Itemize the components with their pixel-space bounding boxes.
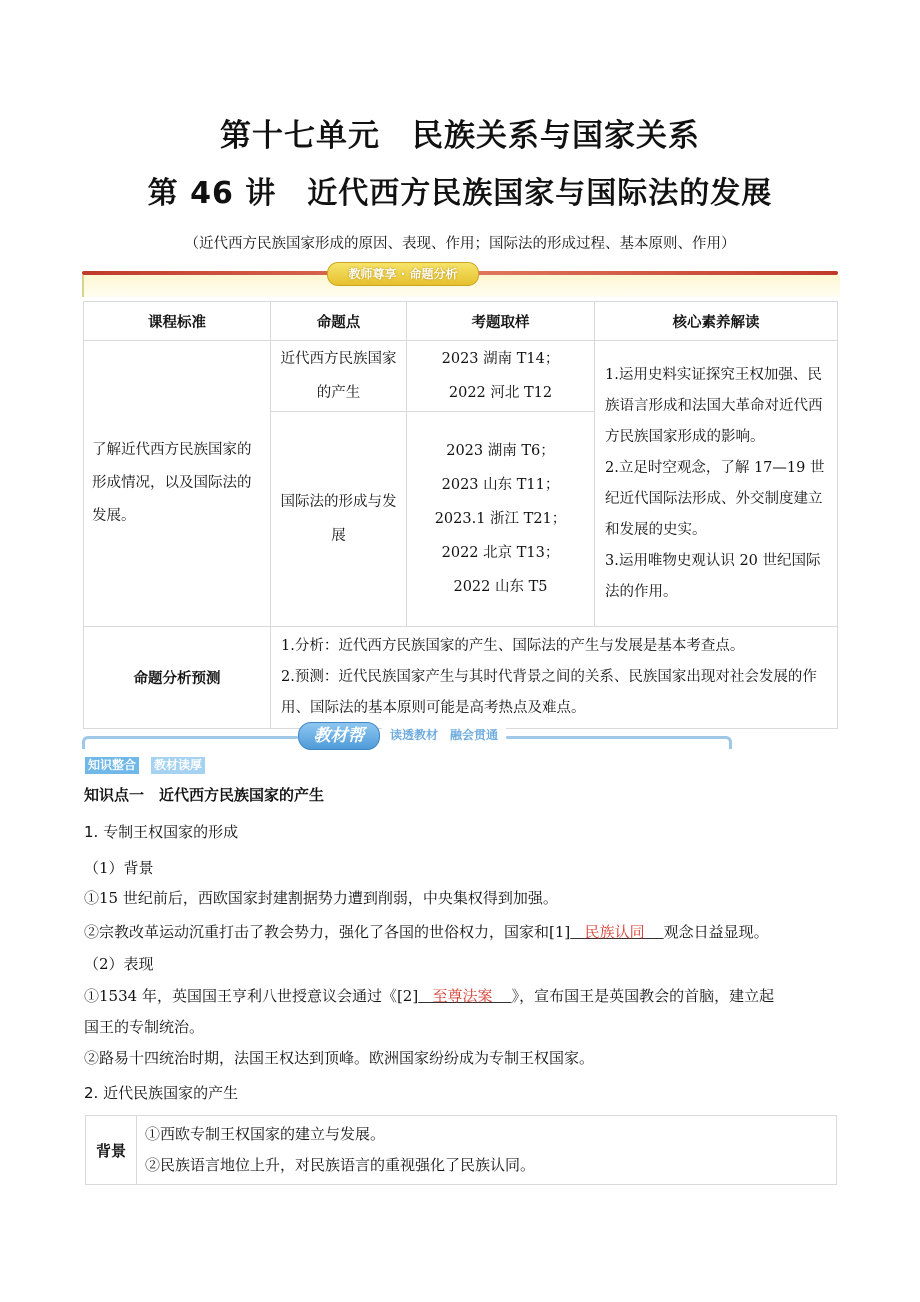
teacher-badge: 教师尊享 · 命题分析 [327,262,479,286]
exam-item: 2023.1 浙江 T21； [434,511,567,527]
exam-item: 2023 湖南 T6； [446,443,555,459]
text: 》，宣布国王是英国教会的首脑，建立起 [511,987,775,1005]
answer-blank-2 [418,987,511,1005]
core-literacy [595,341,838,627]
core-item: 1.运用史料实证探究王权加强、民族语言形成和法国大革命对近代西方民族国家形成的影响。 [605,366,823,445]
answer-2: 至尊法案 [432,987,493,1005]
list-item: ②民族语言地位上升，对民族语言的重视强化了民族认同。 [145,1156,536,1174]
table-row [86,1116,837,1185]
tag-textbook: 教材读厚 [151,757,205,774]
header-topic: 命题点 [271,302,407,341]
header-core: 核心素养解读 [595,302,838,341]
core-item: 3.运用唯物史观认识 20 世纪国际法的作用。 [605,552,821,600]
subtitle: （近代西方民族国家形成的原因、表现、作用；国际法的形成过程、基本原则、作用） [184,236,736,252]
exam-2 [407,412,595,627]
s1-performance-2: ②路易十四统治时期，法国王权达到顶峰。欧洲国家纷纷成为专制王权国家。 [84,1049,595,1067]
table-header-row [84,302,838,341]
analysis-table [83,301,838,729]
background-content [137,1116,837,1185]
teacher-banner [82,262,838,298]
header-standard: 课程标准 [84,302,271,341]
exam-item: 2022 北京 T13； [441,545,560,561]
banner-line-left [92,736,298,739]
table-row [84,627,838,729]
table-row [84,341,838,412]
lecture-title: 第 46 讲 近代西方民族国家与国际法的发展 [147,176,773,211]
exam-item: 2022 河北 T12 [448,385,553,401]
topic-2: 国际法的形成与发展 [271,412,407,627]
answer-blank-1 [570,923,663,941]
s1-background-heading: （1）背景 [84,859,154,877]
prediction-label: 命题分析预测 [84,627,271,729]
topic-1: 近代西方民族国家的产生 [271,341,407,412]
knowledge-point-title: 知识点一 近代西方民族国家的产生 [84,786,325,804]
section-1-title: 1. 专制王权国家的形成 [84,823,239,841]
text: ①1534 年，英国国王亨利八世授意议会通过《[2] [84,987,419,1005]
text: 观念日益显现。 [663,923,769,941]
exam-item: 2023 湖南 T14； [441,351,560,367]
prediction-item: 1.分析：近代西方民族国家的产生、国际法的产生与发展是基本考查点。 [281,638,745,654]
prediction-item: 2.预测：近代民族国家产生与其时代背景之间的关系、民族国家出现对社会发展的作用、国际法的基本原则可能是高考热点及难点。 [281,669,817,716]
header-exam: 考题取样 [407,302,595,341]
answer-1: 民族认同 [584,923,645,941]
banner-hook-right [719,736,732,749]
textbook-motto: 读透教材 融会贯通 [382,725,506,745]
banner-line-right [506,736,722,739]
s1-background-2 [84,921,769,942]
s1-performance-1-cont: 国王的专制统治。 [84,1018,205,1036]
exam-1 [407,341,595,412]
text: ②宗教改革运动沉重打击了教会势力，强化了各国的世俗权力，国家和[1] [84,923,571,941]
section-2-title: 2. 近代民族国家的产生 [84,1084,239,1102]
exam-item: 2023 山东 T11； [441,477,560,493]
list-item: ①西欧专制王权国家的建立与发展。 [145,1125,386,1143]
core-item: 2.立足时空观念，了解 17—19 世纪近代国际法形成、外交制度建立和发展的史实。 [605,459,825,538]
s1-performance-heading: （2）表现 [84,955,154,973]
prediction [271,627,838,729]
s1-background-1: ①15 世纪前后，西欧国家封建割据势力遭到削弱，中央集权得到加强。 [84,889,558,907]
textbook-badge: 教材帮 [298,722,380,750]
exam-item: 2022 山东 T5 [453,579,548,595]
course-standard: 了解近代西方民族国家的形成情况，以及国际法的发展。 [84,341,271,627]
background-table [85,1115,837,1185]
textbook-banner [82,718,732,752]
background-label: 背景 [86,1116,137,1185]
s1-performance-1 [84,985,774,1006]
tag-knowledge: 知识整合 [85,757,139,774]
unit-title: 第十七单元 民族关系与国家关系 [220,118,700,154]
